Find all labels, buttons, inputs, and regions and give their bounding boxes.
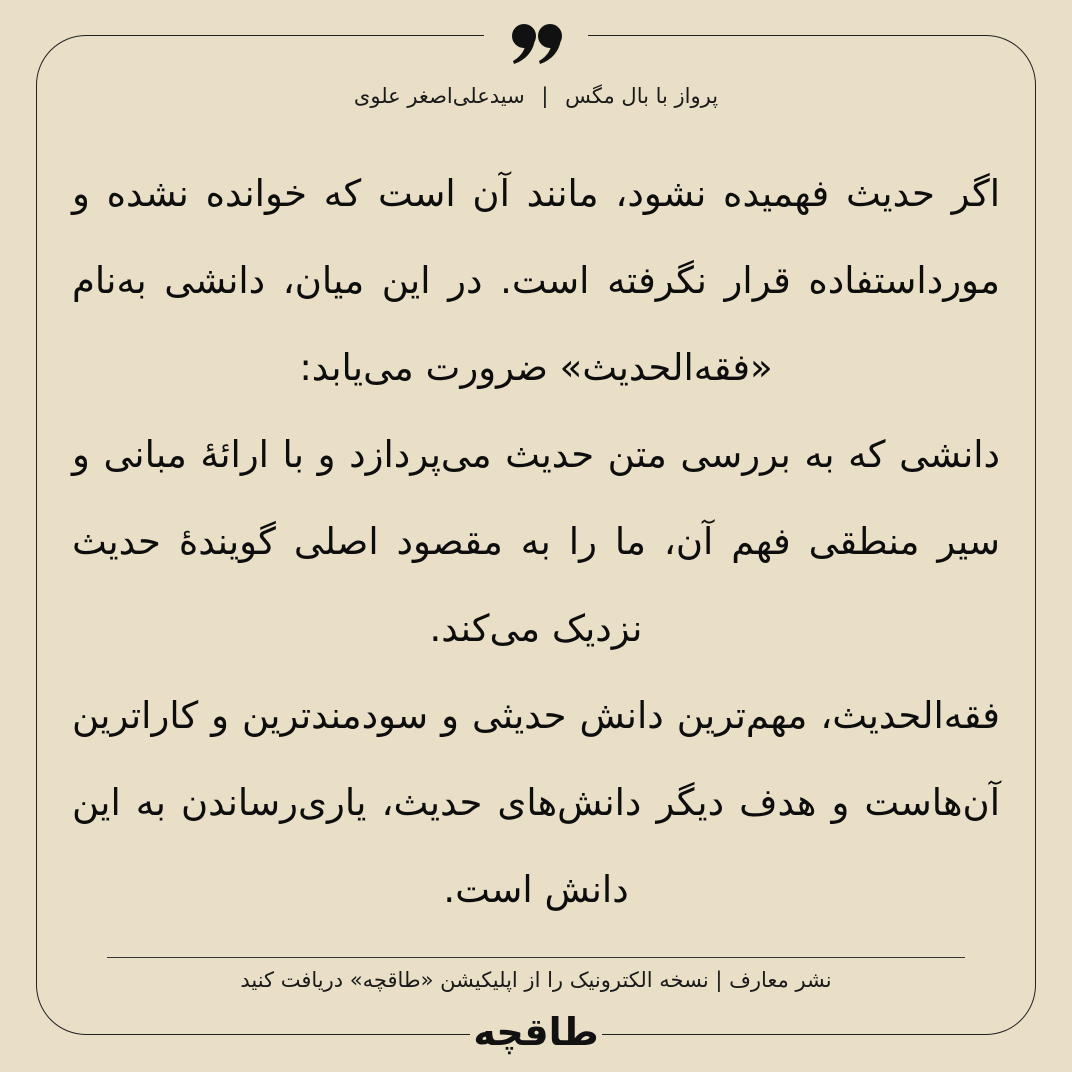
source-separator: | (541, 84, 549, 108)
author-name: سیدعلی‌اصغر علوی (353, 84, 525, 108)
footer-note: نشر معارف | نسخه الکترونیک را از اپلیکیشن «طاقچه» دریافت کنید (240, 968, 832, 992)
taaghche-logo: طاقچه (473, 1010, 599, 1054)
quote-paragraph-1: اگر حدیث فهمیده نشود، مانند آن است که خوانده نشده و مورداستفاده قرار نگرفته است. در این میان، دانشی به‌نام «فقه‌الحدیث» ضرورت می‌یابد: (72, 172, 1000, 389)
quote-paragraph-3: فقه‌الحدیث، مهم‌ترین دانش حدیثی و سودمندترین و کاراترین آن‌هاست و هدف دیگر دانش‌های حدیث، یاری‌رساندن به این دانش است. (72, 694, 1000, 911)
book-title: پرواز با بال مگس (565, 84, 719, 108)
quote-paragraph-2: دانشی که به بررسی متن حدیث می‌پردازد و با ارائهٔ مبانی و سیر منطقی فهم آن، ما را به مقصود اصلی گویندهٔ حدیث نزدیک می‌کند. (72, 433, 1000, 650)
quote-body (72, 150, 1000, 933)
footer-divider (107, 957, 965, 958)
quote-icon (508, 22, 564, 66)
book-source (0, 84, 1072, 108)
